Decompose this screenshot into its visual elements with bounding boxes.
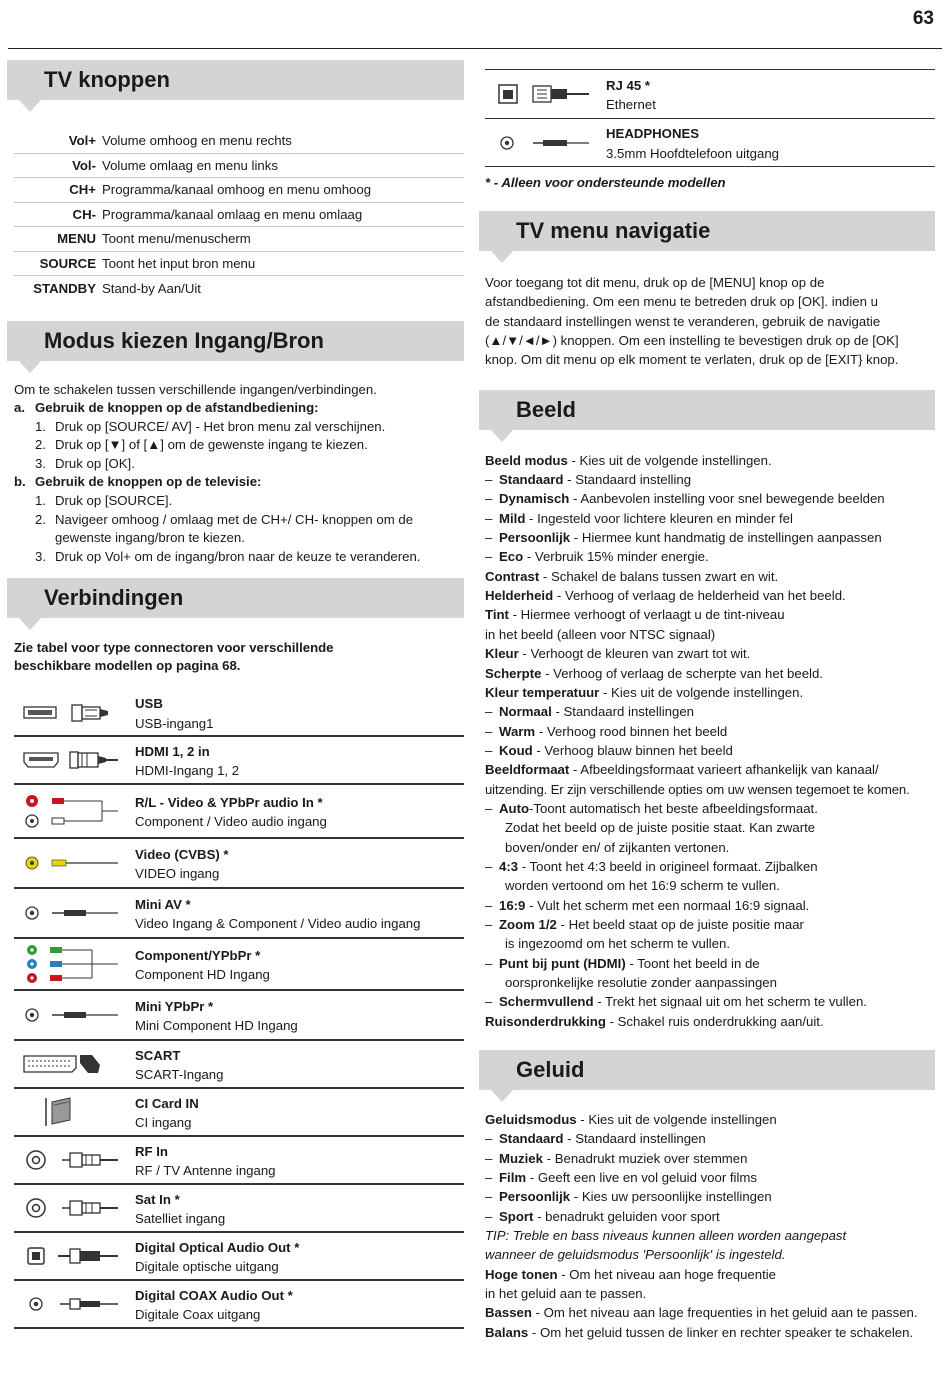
term: Bassen <box>485 1305 532 1321</box>
table-row <box>485 119 935 167</box>
term-desc: - Vult het scherm met een normaal 16:9 signaal. <box>525 897 810 913</box>
connector-desc: Digitale optische uitgang <box>135 1259 279 1275</box>
table-row <box>14 178 464 203</box>
key-description: Volume omhoog en menu rechts <box>102 133 292 149</box>
text-line: afstandbediening. Om een menu te betreden druk op [OK]. indien u <box>485 294 878 310</box>
term-desc: - Kies uit de volgende instellingen. <box>567 452 772 468</box>
table-row <box>14 1185 464 1233</box>
footnote: * - Alleen voor ondersteunde modellen <box>485 175 726 190</box>
term-desc: - Aanbevolen instelling voor snel bewegende beelden <box>569 491 885 507</box>
table-row <box>14 129 464 154</box>
dash: – <box>485 916 493 932</box>
rca-audio-icon <box>14 785 135 837</box>
table-row <box>14 785 464 839</box>
hdmi-icon <box>14 737 135 783</box>
connector-name: R/L - Video & YPbPr audio In * <box>135 794 323 810</box>
term-desc: - Om het niveau aan lage frequenties in het geluid aan te passen. <box>531 1305 918 1321</box>
term-desc: - Hiermee kunt handmatig de instellingen aanpassen <box>570 530 882 546</box>
term: Koud <box>499 742 533 758</box>
tip-text: TIP: Treble en bass niveaus kunnen alleen worden aangepast <box>485 1228 847 1244</box>
key-description: Programma/kanaal omlaag en menu omlaag <box>102 206 363 222</box>
dash: – <box>485 994 493 1010</box>
coax-icon <box>14 1137 135 1183</box>
key-label: Vol+ <box>68 133 96 149</box>
connector-desc: CI ingang <box>135 1115 192 1131</box>
term-desc: - Verhoog rood binnen het beeld <box>535 723 728 739</box>
text-line: oorspronkelijke resolutie zonder aanpassingen <box>505 975 777 990</box>
key-label: SOURCE <box>39 255 96 271</box>
dash: – <box>485 549 493 565</box>
dash: – <box>485 704 493 720</box>
term-desc: - Standaard instelling <box>563 472 692 488</box>
list-item: Druk op [▼] of [▲] om de gewenste ingang te kiezen. <box>55 437 368 453</box>
list-item: Druk op [SOURCE/ AV] - Het bron menu zal verschijnen. <box>55 418 386 434</box>
table-row <box>14 1281 464 1329</box>
text-line: (▲/▼/◄/►) knoppen. Om een instelling te bevestigen druk op de [OK] <box>485 333 899 349</box>
connector-name: RJ 45 * <box>606 77 650 93</box>
text-line: in het beeld (alleen voor NTSC signaal) <box>485 626 716 642</box>
list-number: 1. <box>35 418 46 434</box>
connector-desc: Digitale Coax uitgang <box>135 1307 261 1323</box>
connector-desc: VIDEO ingang <box>135 866 220 882</box>
term: Beeld modus <box>485 452 568 468</box>
connector-name: RF In <box>135 1143 168 1159</box>
dash: – <box>485 1208 493 1224</box>
list-item: Druk op [OK]. <box>55 455 135 471</box>
ethernet-icon <box>485 70 606 118</box>
section-header-tv-knoppen <box>7 60 464 100</box>
connector-name: USB <box>135 696 163 712</box>
term: Muziek <box>499 1150 543 1166</box>
term: Punt bij punt (HDMI) <box>499 955 626 971</box>
key-description: Toont het input bron menu <box>102 255 256 271</box>
intro-line: Zie tabel voor type connectoren voor verschillende <box>14 640 334 656</box>
ci-card-icon <box>14 1089 135 1135</box>
connector-desc: Component / Video audio ingang <box>135 814 327 830</box>
table-row <box>14 227 464 252</box>
term: Eco <box>499 549 524 565</box>
dash: – <box>485 742 493 758</box>
top-divider <box>8 48 942 49</box>
table-row <box>14 203 464 228</box>
term-desc: - Trekt het signaal uit om het scherm te vullen. <box>593 994 867 1010</box>
term: Film <box>499 1170 527 1186</box>
key-description: Toont menu/menuscherm <box>102 231 251 247</box>
list-item: Druk op Vol+ om de ingang/bron naar de keuze te veranderen. <box>55 548 421 564</box>
list-number: 2. <box>35 511 46 527</box>
optical-icon <box>14 1233 135 1279</box>
table-row <box>14 889 464 939</box>
section-header-menu-navigatie <box>479 211 935 251</box>
component-icon <box>14 939 135 989</box>
table-row <box>14 690 464 737</box>
connector-table <box>14 690 464 1329</box>
term: Warm <box>499 723 536 739</box>
tv-knoppen-table <box>14 129 464 301</box>
dash: – <box>485 1170 493 1186</box>
key-label: Vol- <box>72 157 96 173</box>
geluid-body <box>479 1110 935 1342</box>
connector-name: HDMI 1, 2 in <box>135 743 210 759</box>
list-marker: b. <box>14 474 26 490</box>
connector-desc: Ethernet <box>606 97 656 112</box>
usb-icon <box>14 690 135 735</box>
term-desc: - Het beeld staat op de juiste positie maar <box>556 916 804 932</box>
term-desc: - benadrukt geluiden voor sport <box>533 1208 720 1224</box>
term: Standaard <box>499 1131 564 1147</box>
connector-name: Video (CVBS) * <box>135 846 229 862</box>
connector-name: Component/YPbPr * <box>135 947 261 963</box>
dash: – <box>485 800 493 816</box>
term-desc: - Toont het beeld in de <box>625 955 760 971</box>
list-item: Druk op [SOURCE]. <box>55 493 173 509</box>
dash: – <box>485 723 493 739</box>
term: Hoge tonen <box>485 1266 558 1282</box>
connector-name: CI Card IN <box>135 1095 199 1111</box>
connector-table-right <box>485 69 935 167</box>
mini-jack-icon <box>14 1281 135 1327</box>
term-desc: - Kies uit de volgende instellingen. <box>599 684 804 700</box>
section-header-modus <box>7 321 464 361</box>
mini-jack-icon <box>14 889 135 937</box>
section-header-geluid <box>479 1050 935 1090</box>
term: 16:9 <box>499 897 526 913</box>
section-header-beeld <box>479 390 935 430</box>
term: Normaal <box>499 704 552 720</box>
term-desc: - Standaard instellingen <box>563 1131 706 1147</box>
term: Helderheid <box>485 588 554 604</box>
section-title: Verbindingen <box>44 585 184 611</box>
term-desc: - Benadrukt muziek over stemmen <box>542 1150 748 1166</box>
connector-name: Sat In * <box>135 1191 180 1207</box>
table-row <box>14 839 464 889</box>
dash: – <box>485 955 493 971</box>
list-item-continuation: gewenste ingang/bron te kiezen. <box>55 530 245 546</box>
list-number: 1. <box>35 493 46 509</box>
term: Ruisonderdrukking <box>485 1013 606 1029</box>
term: Balans <box>485 1324 529 1340</box>
text-line: worden vertoond om het 16:9 scherm te vullen. <box>505 878 780 894</box>
text-line: knop. Om dit menu op elk moment te verlaten, druk op de [EXIT} knop. <box>485 352 899 368</box>
section-title: Beeld <box>516 396 576 422</box>
list-number: 2. <box>35 437 46 453</box>
term: Tint <box>485 607 509 623</box>
key-description: Volume omlaag en menu links <box>102 157 278 173</box>
term-desc: - Kies uit de volgende instellingen <box>576 1112 777 1128</box>
term-desc: - Schakel de balans tussen zwart en wit. <box>539 568 779 584</box>
term: Schermvullend <box>499 994 594 1010</box>
text-line: in het geluid aan te passen. <box>485 1286 647 1302</box>
left-column <box>7 60 464 1329</box>
list-item: Navigeer omhoog / omlaag met de CH+/ CH- knoppen om de <box>55 511 414 527</box>
text-line: uitzending. Er zijn verschillende opties om uw wensen tegemoet te komen. <box>485 781 910 797</box>
coax-icon <box>14 1185 135 1231</box>
key-label: CH- <box>72 206 96 222</box>
dash: – <box>485 897 493 913</box>
list-number: 3. <box>35 548 46 564</box>
dash: – <box>485 1150 493 1166</box>
connector-name: Digital Optical Audio Out * <box>135 1239 300 1255</box>
term-desc: - Verhoog of verlaag de helderheid van het beeld. <box>553 588 846 604</box>
term: Contrast <box>485 568 540 584</box>
term: Persoonlijk <box>499 530 571 546</box>
dash: – <box>485 491 493 507</box>
term-desc: - Afbeeldingsformaat varieert afhankelijk van kanaal/ <box>569 762 879 778</box>
table-row <box>14 1137 464 1185</box>
dash: – <box>485 1189 493 1205</box>
term-desc: - Hiermee verhoogt of verlaagt u de tint-niveau <box>508 607 785 623</box>
connector-desc: Video Ingang & Component / Video audio ingang <box>135 916 421 932</box>
dash: – <box>485 1131 493 1147</box>
text-line: de standaard instellingen wenst te veranderen, gebruik de navigatie <box>485 313 881 329</box>
term: Beeldformaat <box>485 762 570 778</box>
term: Standaard <box>499 472 564 488</box>
term: Persoonlijk <box>499 1189 571 1205</box>
section-title: Geluid <box>516 1057 585 1083</box>
connector-name: Digital COAX Audio Out * <box>135 1287 293 1303</box>
key-label: CH+ <box>69 182 96 198</box>
table-row <box>14 276 464 301</box>
connector-desc: USB-ingang1 <box>135 715 214 731</box>
term: Dynamisch <box>499 491 570 507</box>
dash: – <box>485 510 493 526</box>
beeld-body <box>479 451 935 1031</box>
connector-name: Mini AV * <box>135 896 191 912</box>
section-title: TV menu navigatie <box>516 218 711 243</box>
headphone-jack-icon <box>485 119 606 166</box>
tip-text: wanneer de geluidsmodus 'Persoonlijk' is ingesteld. <box>485 1247 786 1263</box>
connector-desc: HDMI-Ingang 1, 2 <box>135 763 240 779</box>
term-desc: - Om het niveau aan hoge frequentie <box>557 1266 777 1282</box>
connector-desc: Mini Component HD Ingang <box>135 1018 298 1034</box>
list-heading: Gebruik de knoppen op de televisie: <box>35 474 262 490</box>
term: Kleur temperatuur <box>485 684 600 700</box>
key-description: Programma/kanaal omhoog en menu omhoog <box>102 182 372 198</box>
term: Mild <box>499 510 526 526</box>
text-line: is ingezoomd om het scherm te vullen. <box>505 936 731 952</box>
term-desc: - Om het geluid tussen de linker en rechter speaker te schakelen. <box>528 1324 914 1340</box>
mini-jack-icon <box>14 991 135 1039</box>
section-header-verbindingen <box>7 578 464 618</box>
list-marker: a. <box>14 400 25 416</box>
table-row <box>14 252 464 277</box>
connector-name: Mini YPbPr * <box>135 998 214 1014</box>
term-desc: - Toont het 4:3 beeld in origineel formaat. Zijbalken <box>518 858 818 874</box>
list-heading: Gebruik de knoppen op de afstandbediening: <box>35 400 319 416</box>
text-line: boven/onder en/ of zijkanten vertonen. <box>505 839 730 855</box>
term: Kleur <box>485 646 519 662</box>
scart-icon <box>14 1041 135 1087</box>
term-desc: - Geeft een live en vol geluid voor films <box>526 1170 758 1186</box>
dash: – <box>485 472 493 488</box>
term-desc: - Verhoog of verlaag de scherpte van het beeld. <box>541 665 823 681</box>
term: Sport <box>499 1208 534 1224</box>
table-row <box>14 737 464 785</box>
term: Geluidsmodus <box>485 1112 577 1128</box>
connector-desc: SCART-Ingang <box>135 1067 224 1083</box>
connector-desc: Component HD Ingang <box>135 967 270 983</box>
page-number: 63 <box>912 8 934 29</box>
table-row <box>14 1233 464 1281</box>
table-row <box>485 70 935 119</box>
table-row <box>14 991 464 1041</box>
connector-desc: Satelliet ingang <box>135 1211 226 1227</box>
intro-line: beschikbare modellen op pagina 68. <box>14 658 241 674</box>
connector-desc: 3.5mm Hoofdtelefoon uitgang <box>606 145 780 161</box>
term-desc: - Verbruik 15% minder energie. <box>523 549 709 565</box>
section-title: Modus kiezen Ingang/Bron <box>44 327 324 353</box>
table-row <box>14 154 464 179</box>
dash: – <box>485 530 493 546</box>
key-label: STANDBY <box>33 280 96 296</box>
connector-name: SCART <box>135 1047 181 1063</box>
connector-desc: RF / TV Antenne ingang <box>135 1163 276 1179</box>
term-desc: - Ingesteld voor lichtere kleuren en minder fel <box>525 510 793 526</box>
table-row <box>14 939 464 991</box>
term-desc: - Kies uw persoonlijke instellingen <box>570 1189 772 1205</box>
dash: – <box>485 858 493 874</box>
key-label: MENU <box>57 231 96 247</box>
term: Auto <box>499 800 530 816</box>
term: Scherpte <box>485 665 542 681</box>
term-desc: - Standaard instellingen <box>551 704 695 720</box>
term-desc: - Schakel ruis onderdrukking aan/uit. <box>605 1013 824 1029</box>
right-column <box>479 69 935 1342</box>
text-line: Zodat het beeld op de juiste positie staat. Kan zwarte <box>505 820 816 836</box>
rca-video-icon <box>14 839 135 887</box>
table-row <box>14 1089 464 1137</box>
table-row <box>14 1041 464 1089</box>
list-number: 3. <box>35 455 46 471</box>
menu-nav-body <box>479 273 935 370</box>
text-line: Voor toegang tot dit menu, druk op de [MENU] knop op de <box>485 275 825 290</box>
term: 4:3 <box>499 858 519 874</box>
modus-body <box>7 381 464 567</box>
term: Zoom 1/2 <box>499 916 557 932</box>
term-desc: -Toont automatisch het beste afbeeldingsformaat. <box>529 800 818 816</box>
section-title: TV knoppen <box>44 67 170 92</box>
term-desc: - Verhoog blauw binnen het beeld <box>532 742 733 758</box>
connector-name: HEADPHONES <box>606 126 700 141</box>
modus-intro: Om te schakelen tussen verschillende ingangen/verbindingen. <box>14 381 377 397</box>
key-description: Stand-by Aan/Uit <box>102 280 201 296</box>
term-desc: - Verhoogt de kleuren van zwart tot wit. <box>518 646 751 662</box>
verbindingen-intro <box>7 639 464 675</box>
